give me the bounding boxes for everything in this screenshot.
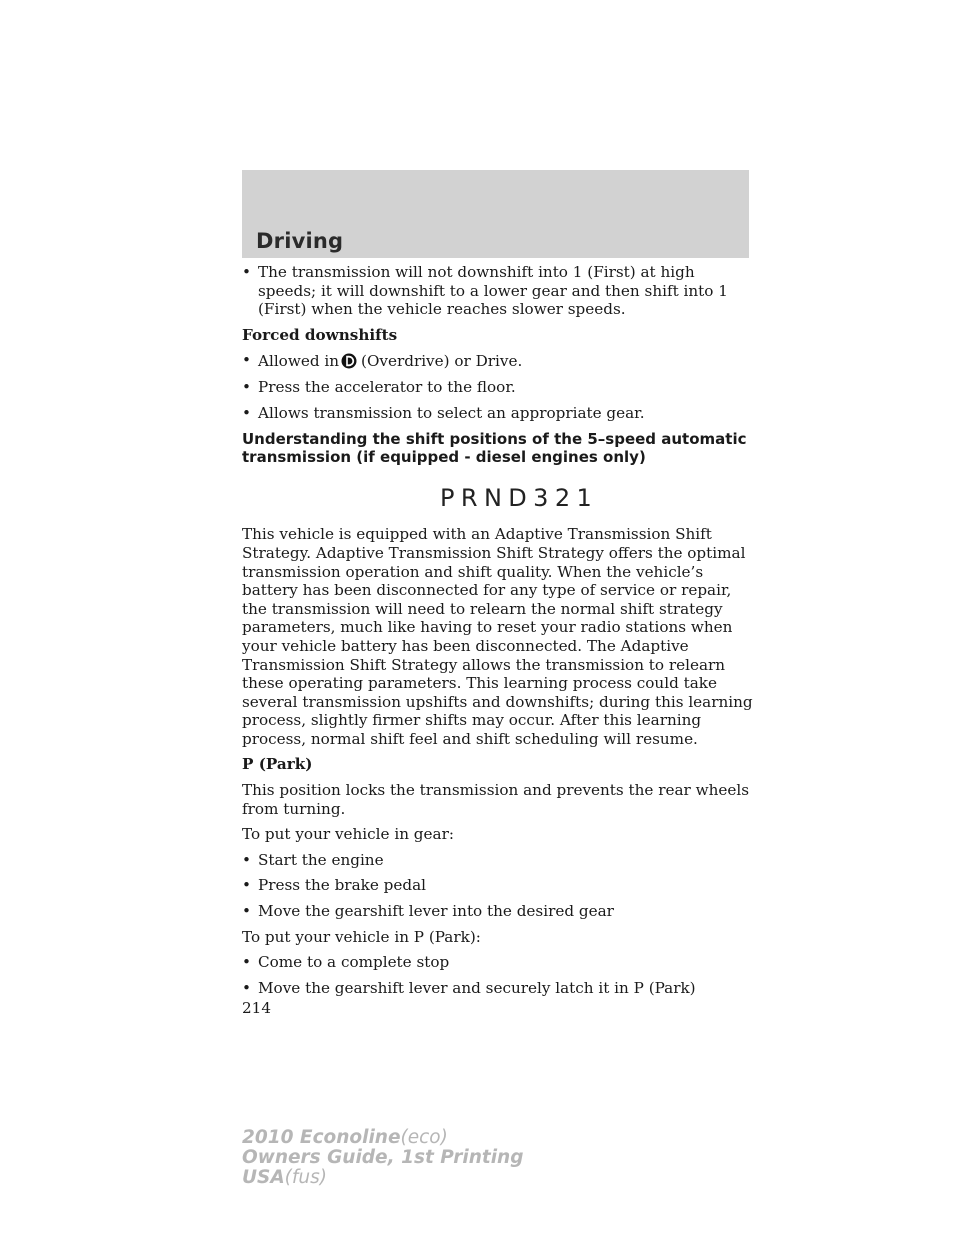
- list-item: • Press the brake pedal: [242, 876, 426, 895]
- forced-downshifts-heading: Forced downshifts: [242, 325, 398, 344]
- list-item: • Press the accelerator to the floor.: [242, 378, 516, 397]
- list-item: • Move the gearshift lever and securely latch it in P (Park): [242, 978, 696, 997]
- bullet-icon: •: [242, 902, 251, 921]
- bullet-icon: •: [242, 953, 251, 972]
- gear-intro: To put your vehicle in gear:: [242, 825, 454, 844]
- bullet-icon: •: [242, 403, 251, 422]
- bullet-icon: •: [242, 351, 251, 370]
- bullet-icon: •: [242, 263, 251, 281]
- list-item: • Start the engine: [242, 850, 384, 869]
- list-item: • Allows transmission to select an appropriate gear.: [242, 403, 645, 422]
- bullet-icon: •: [242, 850, 251, 869]
- bullet-icon: •: [242, 978, 251, 997]
- list-item: • Come to a complete stop: [242, 953, 450, 972]
- gear-indicator: PRND321: [440, 483, 599, 512]
- overdrive-icon: [341, 351, 357, 371]
- section-title: Driving: [256, 229, 344, 253]
- list-item: • Allowed in (Overdrive) or Drive.: [242, 351, 523, 371]
- page-number: 214: [242, 999, 271, 1018]
- park-heading: P (Park): [242, 755, 313, 774]
- park-intro: To put your vehicle in P (Park):: [242, 927, 481, 946]
- bullet-icon: •: [242, 876, 251, 895]
- bullet-icon: •: [242, 378, 251, 397]
- document-footer: 2010 Econoline(eco) Owners Guide, 1st Printing USA(fus): [242, 1127, 524, 1188]
- adaptive-strategy-paragraph: This vehicle is equipped with an Adaptive Transmission Shift Strategy. Adaptive Transmission Shift Strategy offers the optimal transmission operation and shift quality. When the vehicle’s battery has been disconnected for any type of service or repair, the transmission will need to relearn the normal shift strategy parameters, much like having to reset your radio stations when your vehicle battery has been disconnected. The Adaptive Transmission Shift Strategy allows the transmission to relearn these operating parameters. This learning process could take several transmission upshifts and downshifts; during this learning process, slightly firmer shifts may occur. After this learning process, normal shift feel and shift scheduling will resume.: [242, 525, 753, 748]
- list-item: • Move the gearshift lever into the desired gear: [242, 902, 614, 921]
- list-item: • The transmission will not downshift into 1 (First) at high speeds; it will downshift to a lower gear and then shift into 1 (First) when the vehicle reaches slower speeds.: [242, 263, 728, 319]
- park-description: This position locks the transmission and prevents the rear wheels from turning.: [242, 781, 750, 818]
- shift-positions-heading: Understanding the shift positions of the 5–speed automatic transmission (if equipped - diesel engines only): [242, 429, 747, 467]
- page-content: [242, 263, 754, 1018]
